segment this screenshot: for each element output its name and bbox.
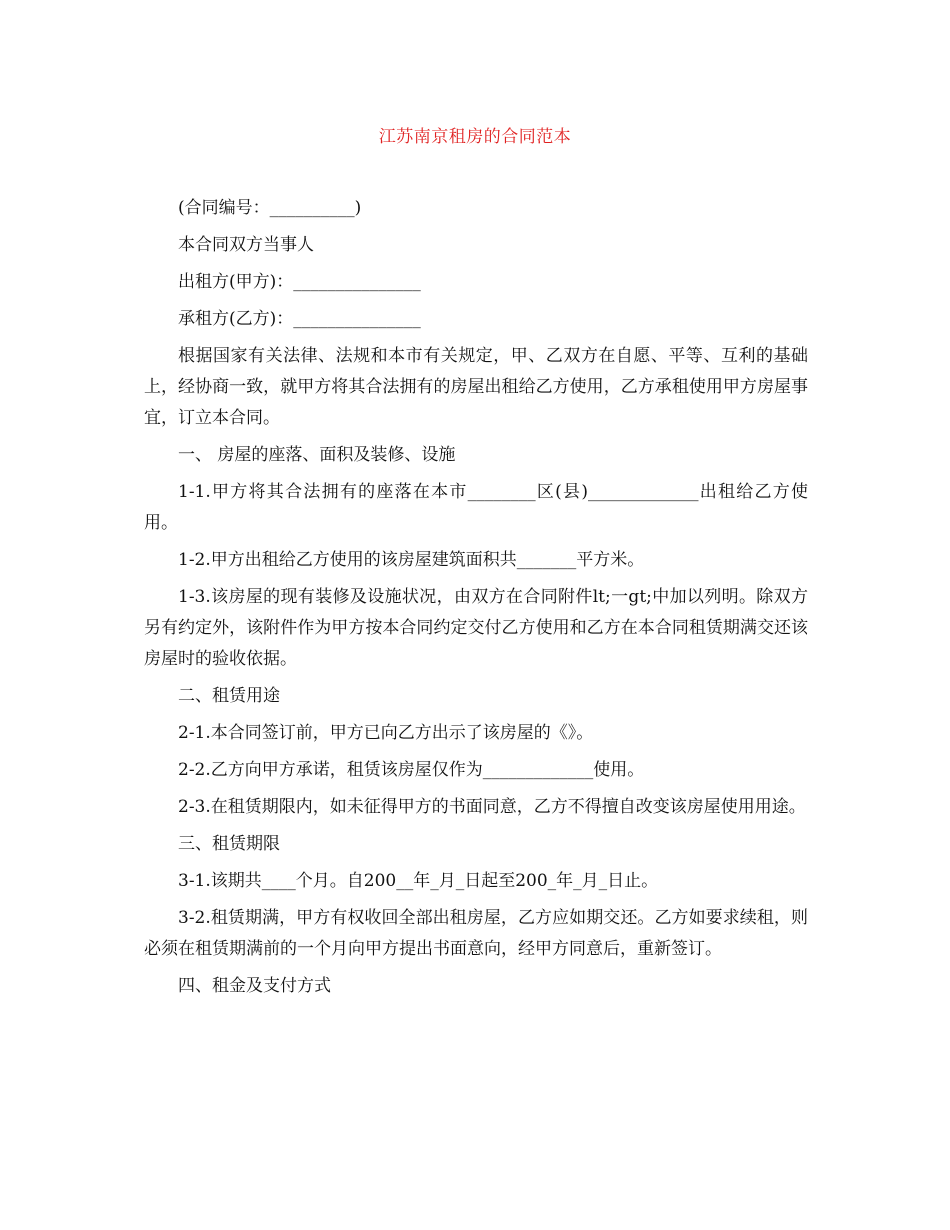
clause-3-2: 3-2.租赁期满，甲方有权收回全部出租房屋，乙方应如期交还。乙方如要求续租，则必须在租赁期满前的一个月向甲方提出书面意向，经甲方同意后，重新签订。 xyxy=(144,908,808,959)
clause-1-2: 1-2.甲方出租给乙方使用的该房屋建筑面积共_______平方米。 xyxy=(178,550,645,570)
clause-2-1: 2-1.本合同签订前，甲方已向乙方出示了该房屋的《》。 xyxy=(178,723,594,743)
section-heading-1: 一、 房屋的座落、面积及装修、设施 xyxy=(178,445,456,465)
lessor-line: 出租方(甲方)：_______________ xyxy=(178,272,421,292)
clause-2-3: 2-3.在租赁期限内，如未征得甲方的书面同意，乙方不得擅自改变该房屋使用用途。 xyxy=(178,797,806,817)
document-body xyxy=(144,193,808,1008)
document-title: 江苏南京租房的合同范本 xyxy=(378,127,572,147)
contract-number-line: (合同编号：__________) xyxy=(178,198,362,218)
parties-heading: 本合同双方当事人 xyxy=(178,235,314,255)
clause-1-3: 1-3.该房屋的现有装修及设施状况，由双方在合同附件lt;一gt;中加以列明。除双方另有约定外，该附件作为甲方按本合同约定交付乙方使用和乙方在本合同租赁期满交还该房屋时的验收依据。 xyxy=(144,587,808,669)
clause-3-1: 3-1.该期共____个月。自200__年_月_日起至200_年_月_日止。 xyxy=(178,871,659,891)
section-heading-4: 四、租金及支付方式 xyxy=(178,976,331,996)
lessee-line: 承租方(乙方)：_______________ xyxy=(178,309,421,329)
section-heading-3: 三、租赁期限 xyxy=(178,834,280,854)
section-heading-2: 二、租赁用途 xyxy=(178,686,280,706)
clause-1-1: 1-1.甲方将其合法拥有的座落在本市________区(县)_____________出租给乙方使用。 xyxy=(144,482,808,533)
clause-2-2: 2-2.乙方向甲方承诺，租赁该房屋仅作为_____________使用。 xyxy=(178,760,645,780)
preamble-paragraph: 根据国家有关法律、法规和本市有关规定，甲、乙双方在自愿、平等、互利的基础上，经协商一致，就甲方将其合法拥有的房屋出租给乙方使用，乙方承租使用甲方房屋事宜，订立本合同。 xyxy=(144,346,808,428)
